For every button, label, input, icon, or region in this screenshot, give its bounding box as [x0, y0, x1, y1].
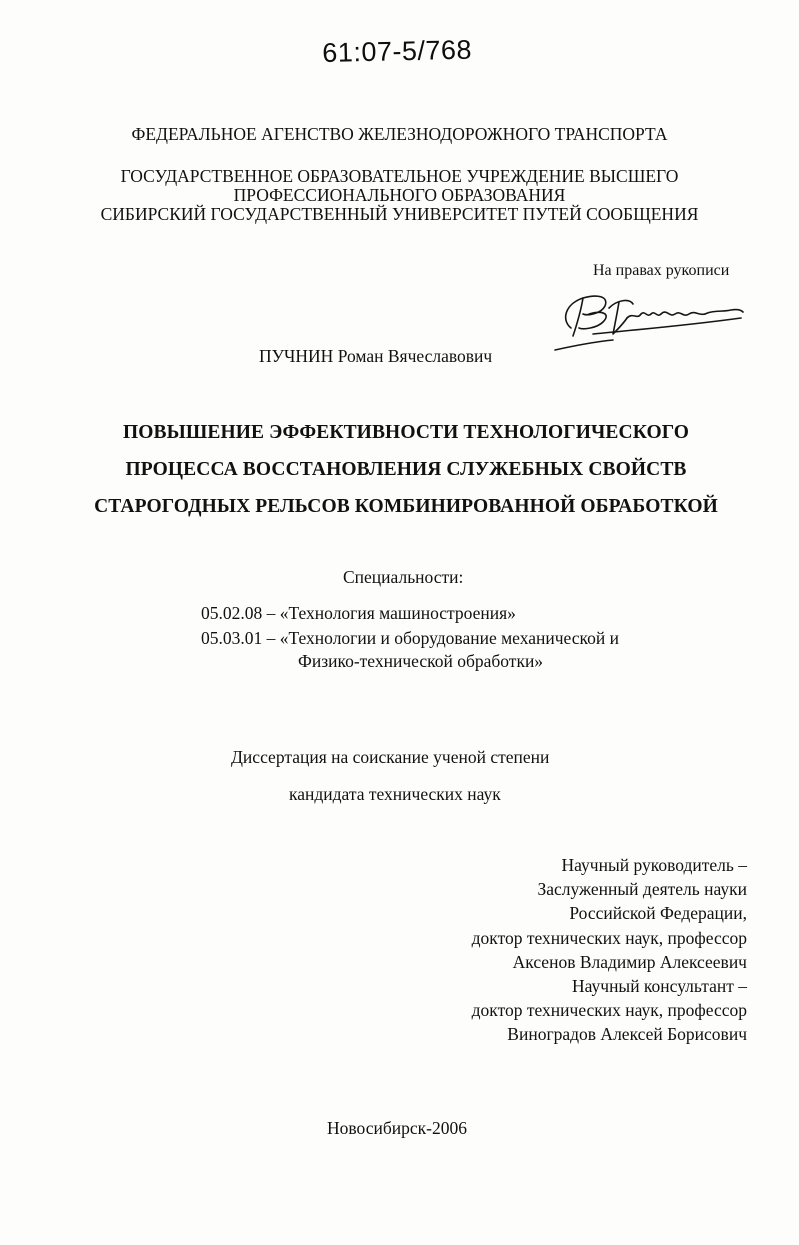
title-line-1: ПОВЫШЕНИЕ ЭФФЕКТИВНОСТИ ТЕХНОЛОГИЧЕСКОГО [122, 422, 689, 443]
advisor-line-5: Аксенов Владимир Алексеевич [512, 952, 747, 972]
institution-line-3: СИБИРСКИЙ ГОСУДАРСТВЕННЫЙ УНИВЕРСИТЕТ ПУТЕЙ СООБЩЕНИЯ [100, 204, 699, 224]
degree-line-2: кандидата технических наук [289, 784, 501, 804]
archive-stamp-code: 61:07-5/768 [322, 34, 473, 68]
advisor-line-8: Виноградов Алексей Борисович [507, 1024, 747, 1044]
place-year: Новосибирск-2006 [327, 1118, 467, 1138]
degree-line-1: Диссертация на соискание ученой степени [231, 747, 550, 767]
specialties-heading: Специальности: [343, 567, 464, 587]
advisor-line-2: Заслуженный деятель науки [537, 879, 747, 899]
manuscript-note: На правах рукописи [593, 262, 730, 279]
specialty-line-3: Физико-технической обработки» [298, 651, 544, 671]
advisor-line-1: Научный руководитель – [561, 855, 747, 875]
title-line-3: СТАРОГОДНЫХ РЕЛЬСОВ КОМБИНИРОВАННОЙ ОБРАБОТКОЙ [94, 496, 718, 517]
specialty-line-2: 05.03.01 – «Технологии и оборудование механической и [201, 628, 619, 648]
specialty-line-1: 05.02.08 – «Технология машиностроения» [201, 603, 516, 623]
advisor-line-7: доктор технических наук, профессор [471, 1000, 747, 1020]
institution-line-2: ПРОФЕССИОНАЛЬНОГО ОБРАЗОВАНИЯ [233, 185, 566, 205]
advisor-line-3: Российской Федерации, [569, 903, 747, 923]
author-name: ПУЧНИН Роман Вячеславович [259, 346, 493, 366]
title-line-2: ПРОЦЕССА ВОССТАНОВЛЕНИЯ СЛУЖЕБНЫХ СВОЙСТВ [125, 459, 687, 480]
signature-icon [553, 284, 745, 354]
agency-name: ФЕДЕРАЛЬНОЕ АГЕНСТВО ЖЕЛЕЗНОДОРОЖНОГО ТРАНСПОРТА [131, 124, 668, 144]
advisor-line-6: Научный консультант – [572, 976, 747, 996]
institution-line-1: ГОСУДАРСТВЕННОЕ ОБРАЗОВАТЕЛЬНОЕ УЧРЕЖДЕНИЕ ВЫСШЕГО [120, 166, 679, 186]
advisor-line-4: доктор технических наук, профессор [471, 928, 747, 948]
